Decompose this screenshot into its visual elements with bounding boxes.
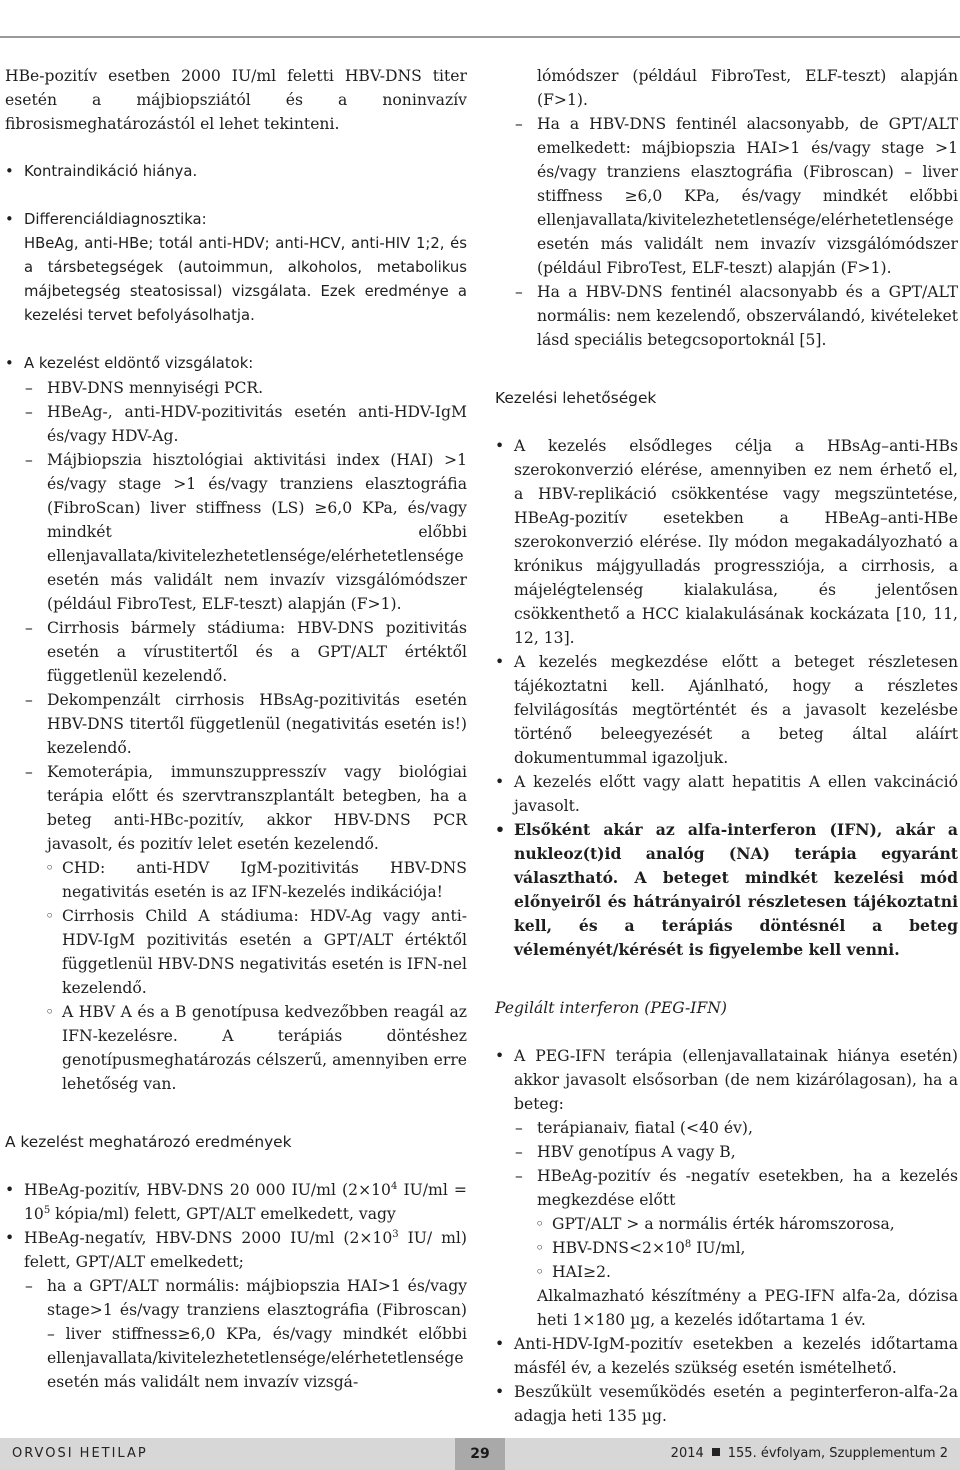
page-number: 29 [455,1438,505,1470]
bullet-icon: • [495,1335,505,1353]
bullet-icon: • [495,653,505,671]
dash-icon: – [515,1143,523,1161]
bullet-item: • Beszűkült veseműködés esetén a peginterferon-alfa-2a adagja heti 135 µg. [495,1380,958,1428]
bullet-item: • Anti-HDV-IgM-pozitív esetekben a kezelés időtartama másfél év, a kezelés szükség esetén ismételhető. [495,1332,958,1380]
bullet-result-positive: • HBeAg-pozitív, HBV-DNS 20 000 IU/ml ($2\times 10^4$ $IU/ml = 10^5$ kópia/ml) felett, GPT/ALT emelkedett, vagy [5,1178,467,1226]
bullet-icon: • [5,163,14,180]
dash-item: – Ha a HBV-DNS fentinél alacsonyabb, de GPT/ALT emelkedett: májbiopszia HAI>1 és/vagy stage >1 és/vagy tranziens elasztográfia (Fibroscan) – liver stiffness ≥6,0 KPa, és/vagy mindkét előbbi ellenjavallata/kivitelezhetetlensége/elérhetetlensége esetén más validált nem invazív vizsgálómódszer (például FibroTest, ELF-teszt) alapján (F>1). [495,112,958,280]
results-heading: A kezelést meghatározó eredmények [5,1133,292,1151]
differential-text: HBeAg, anti-HBe; totál anti-HDV; anti-HCV, anti-HIV 1;2, és a társbetegségek (autoimmun, alkoholos, metabolikus májbetegség steatosissal) vizsgálata. Ezek eredménye a kezelési tervet befolyásolhatja. [24,235,467,324]
dash-item: – HBeAg-pozitív és -negatív esetekben, ha a kezelés megkezdése előtt [495,1164,958,1212]
circle-item: ◦ CHD: anti-HDV IgM-pozitivitás HBV-DNS negativitás esetén is az IFN-kezelés indikációja! [5,856,467,904]
bullet-result-negative: • HBeAg-negatív, HBV-DNS 2000 IU/ml ($2\times 10^3$ IU/ ml) felett, GPT/ALT emelkedett; [5,1226,467,1274]
intro-paragraph: HBe-pozitív esetben 2000 IU/ml feletti HBV-DNS titer esetén a májbiopsziától és a noninvazív fibrosismeghatározástól el lehet tekinteni. [5,67,467,133]
issue-info [671,1446,948,1461]
bullet-item: • A kezelés elsődleges célja a HBsAg–anti-HBs szerokonverzió elérése, amennyiben ez nem érhető el, a HBV-replikáció csökkentése vagy megszüntetése, HBeAg-pozitív esetekben a HBeAg–anti-HBe szerokonverzió elérése. Ily módon megakadályozható a krónikus májgyulladás progressziója, a cirrhosis, a májelégtelenség kialakulása, és jelentősen csökkenthető a HCC kialakulásának kockázata [10, 11, 12, 13]. [495,434,958,650]
dash-icon: – [25,379,33,397]
dash-item: – Ha a HBV-DNS fentinél alacsonyabb és a GPT/ALT normális: nem kezelendő, obszerválandó, kivételeket lásd speciális betegcsoportoknál [5]. [495,280,958,352]
dash-icon: – [25,1277,33,1295]
issue-year: 2014 [670,1446,704,1461]
circle-bullet-icon: ◦ [45,907,55,925]
square-separator-icon [712,1448,720,1456]
dash-item: – HBV genotípus A vagy B, [495,1140,958,1164]
continuation-text: lómódszer (például FibroTest, ELF-teszt) alapján (F>1). [537,67,958,109]
dash-item: – Májbiopszia hisztológiai aktivitási index (HAI) >1 és/vagy stage >1 és/vagy tranziens elasztográfia (FibroScan) liver stiffness (LS) ≥6,0 KPa, és/vagy mindkét előbbi ellenjavallata/kivitelezhetetlensége/elérhetetlensége esetén más validált nem invazív vizsgálómódszer (például FibroTest, ELF-teszt) alapján (F>1). [5,448,467,616]
dash-icon: – [25,403,33,421]
bullet-item: • A kezelés megkezdése előtt a beteget részletesen tájékoztatni kell. Ajánlható, hogy a részletes felvilágosítás megtörténtét és a javasolt kezelésbe történő beleegyezését a beteg által aláírt dokumentummal igazoljuk. [495,650,958,770]
issue-volume: 155. évfolyam, Szupplementum 2 [727,1446,948,1461]
bullet-item: • A kezelés előtt vagy alatt hepatitis A ellen vakcináció javasolt. [495,770,958,818]
circle-bullet-icon: ◦ [535,1239,545,1257]
dash-icon: – [25,691,33,709]
bullet-icon: • [495,773,505,791]
bullet-icon: • [5,1181,15,1199]
circle-item: ◦ Cirrhosis Child A stádiuma: HDV-Ag vagy anti-HDV-IgM pozitivitás esetén a GPT/ALT értéktől függetlenül HBV-DNS negativitás esetén is IFN-nel kezelendő. [5,904,467,1000]
journal-name: ORVOSI HETILAP [12,1446,148,1461]
dash-icon: – [515,283,523,301]
dash-item: – Dekompenzált cirrhosis HBsAg-pozitivitás esetén HBV-DNS titertől függetlenül (negativitás esetén is!) kezelendő. [5,688,467,760]
dash-icon: – [25,451,33,469]
bullet-item: • A PEG-IFN terápia (ellenjavallatainak hiánya esetén) akkor javasolt elsősorban (de nem kizárólagosan), ha a beteg: [495,1044,958,1116]
peg-dose-text: Alkalmazható készítmény a PEG-IFN alfa-2a, dózisa heti 1×180 µg, a kezelés időtartama 1 év. [537,1287,958,1329]
bullet-icon: • [495,1383,505,1401]
bullet-icon: • [495,1047,505,1065]
circle-item: ◦ HBV-$DNS<2\times 10^8$ IU/ml, [495,1236,958,1260]
top-rule [0,36,960,38]
circle-bullet-icon: ◦ [535,1215,545,1233]
circle-item: ◦ A HBV A és a B genotípusa kedvezőbben reagál az IFN-kezelésre. A terápiás döntéshez genotípusmeghatározás célszerű, amennyiben erre lehetőség van. [5,1000,467,1096]
circle-item: ◦ GPT/ALT > a normális érték háromszorosa, [495,1212,958,1236]
bullet-decisive-tests: • A kezelést eldöntő vizsgálatok: [5,352,467,376]
circle-bullet-icon: ◦ [45,1003,55,1021]
options-heading: Kezelési lehetőségek [495,389,657,407]
right-column [495,64,958,1428]
circle-bullet-icon: ◦ [45,859,55,877]
dash-item: – HBeAg-, anti-HDV-pozitivitás esetén anti-HDV-IgM és/vagy HDV-Ag. [5,400,467,448]
dash-icon: – [515,1119,523,1137]
bullet-icon: • [5,355,14,372]
bullet-item-bold: • Elsőként akár az alfa-interferon (IFN), akár a nukleoz(t)id analóg (NA) terápia egyaránt választható. A beteget mindkét kezelési mód előnyeiről és hátrányairól részletesen tájékoztatni kell, és a terápiás döntésnél a beteg véleményét/kérését is figyelembe kell venni. [495,820,958,959]
dash-item: – ha a GPT/ALT normális: májbiopszia HAI>1 és/vagy stage>1 és/vagy tranziens elasztográfia (Fibroscan) – liver stiffness≥6,0 KPa, és/vagy mindkét előbbi ellenjavallata/kivitelezhetetlensége/elérhetetlensége esetén más validált nem invazív vizsgá- [5,1274,467,1394]
differential-label: Differenciáldiagnosztika: [24,211,207,228]
bullet-contraindication: • Kontraindikáció hiánya. [5,160,467,184]
bullet-icon: • [5,211,14,228]
dash-icon: – [515,115,523,133]
page-footer [0,1438,960,1470]
left-column [5,64,467,1394]
dash-item: – Cirrhosis bármely stádiuma: HBV-DNS pozitivitás esetén a vírustitertől és a GPT/ALT értéktől függetlenül kezelendő. [5,616,467,688]
circle-bullet-icon: ◦ [535,1263,545,1281]
peg-ifn-heading: Pegilált interferon (PEG-IFN) [495,999,727,1017]
dash-icon: – [25,763,33,781]
dash-item: – Kemoterápia, immunszuppresszív vagy biológiai terápia előtt és szervtranszplantált betegben, ha a beteg anti-HBc-pozitív, akkor HBV-DNS PCR javasolt, és pozitív lelet esetén kezelendő. [5,760,467,856]
circle-item: ◦ HAI≥2. [495,1260,958,1284]
dash-item: – terápianaiv, fiatal (<40 év), [495,1116,958,1140]
bullet-differential [5,208,467,328]
dash-icon: – [515,1167,523,1185]
bullet-icon: • [495,820,505,839]
dash-icon: – [25,619,33,637]
dash-item: – HBV-DNS mennyiségi PCR. [5,376,467,400]
bullet-icon: • [5,1229,15,1247]
bullet-icon: • [495,437,505,455]
